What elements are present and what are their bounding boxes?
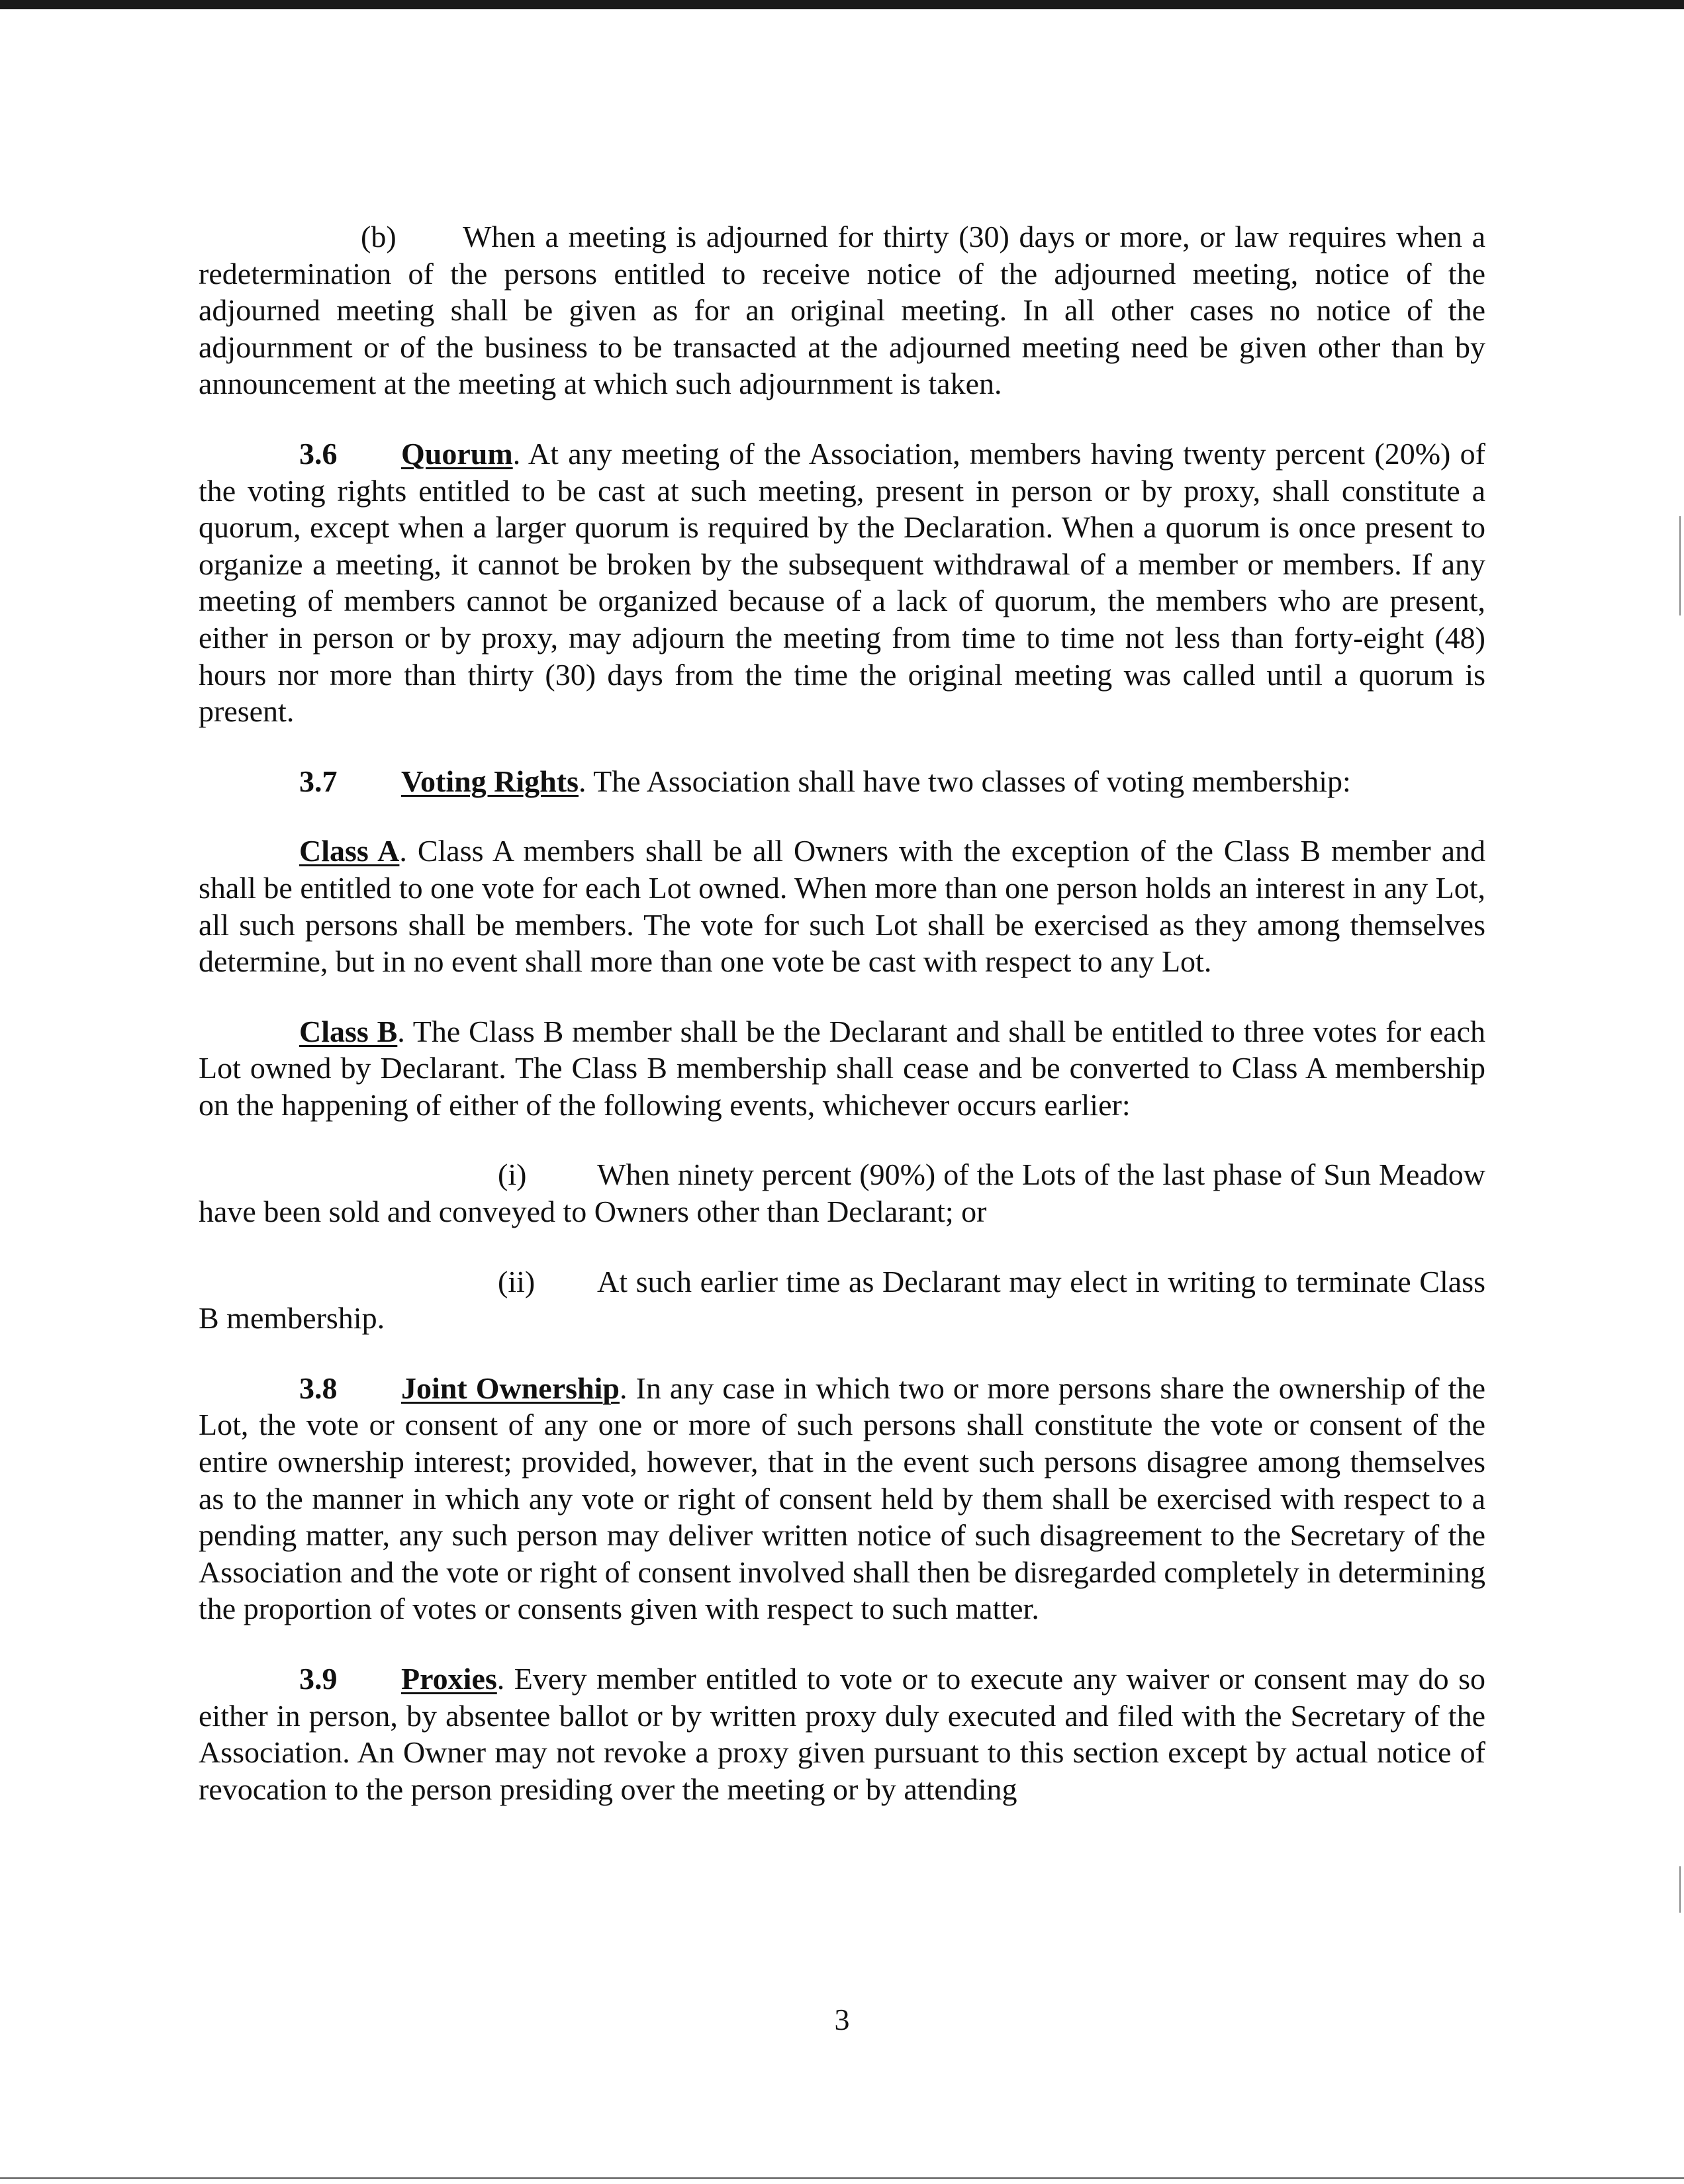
section-heading: Voting Rights — [401, 764, 579, 798]
section-3-9-proxies — [199, 1661, 1485, 1807]
event-i-label: (i) — [498, 1158, 527, 1192]
event-i-paragraph — [199, 1156, 1485, 1230]
class-a-text: . Class A members shall be all Owners with the exception of the Class B member and shall be entitled to one vote for each Lot owned. When more than one person holds an interest in any Lot, all such persons shall be members. The vote for such Lot shall be exercised as they among themselves determine, but in no event shall more than one vote be cast with respect to any Lot. — [199, 834, 1486, 979]
paragraph-b-text: When a meeting is adjourned for thirty (30) days or more, or law requires when a redetermination of the persons entitled to receive notice of the adjourned meeting, notice of the adjourned meeting shall be given as for an original meeting. In all other cases no notice of the adjournment or of the business to be transacted at the adjourned meeting need be given other than by announcement at the meeting at which such adjournment is taken. — [199, 220, 1485, 401]
section-text: . At any meeting of the Association, members having twenty percent (20%) of the voting rights entitled to be cast at such meeting, present in person or by proxy, shall constitute a quorum, except when a larger quorum is required by the Declaration. When a quorum is once present to organize a meeting, it cannot be broken by the subsequent withdrawal of a member or members. If any meeting of members cannot be organized because of a lack of quorum, the members who are present, either in person or by proxy, may adjourn the meeting from time to time not less than forty-eight (48) hours nor more than thirty (30) days from the time the original meeting was called until a quorum is present. — [199, 436, 1485, 729]
scan-edge-mark — [1679, 1866, 1681, 1913]
class-b-text: . The Class B member shall be the Declarant and shall be entitled to three votes for each Lot owned by Declarant. The Class B membership shall cease and be converted to Class A membership on the happening of either of the following events, whichever occurs earlier: — [199, 1014, 1485, 1122]
section-text: . In any case in which two or more persons share the ownership of the Lot, the vote or consent of any one or more of such persons shall constitute the vote or consent of the entire ownership interest; provided, however, that in the event such persons disagree among themselves as to the manner in which any vote or right of consent held by them shall be exercised with respect to a pending matter, any such person may deliver written notice of such disagreement to the Secretary of the Association and the vote or right of consent involved shall then be disregarded completely in determining the proportion of votes or consents given with respect to such matter. — [199, 1371, 1485, 1626]
section-text: . The Association shall have two classes of voting membership: — [578, 764, 1351, 798]
section-heading: Quorum — [401, 436, 513, 471]
section-3-6-quorum — [199, 435, 1485, 730]
paragraph-b — [199, 218, 1485, 402]
section-text: . Every member entitled to vote or to execute any waiver or consent may do so either in person, by absentee ballot or by written proxy duly executed and filed with the Secretary of the Association. An Owner may not revoke a proxy given pursuant to this section except by actual notice of revocation to the person presiding over the meeting or by attending — [199, 1662, 1485, 1806]
section-number: 3.8 — [299, 1371, 338, 1405]
document-body — [199, 218, 1485, 1841]
class-a-paragraph — [199, 833, 1485, 979]
scan-edge-mark — [1679, 516, 1681, 615]
section-number: 3.6 — [299, 436, 338, 471]
section-heading: Joint Ownership — [401, 1371, 620, 1405]
scan-top-border — [0, 0, 1684, 9]
paragraph-b-label: (b) — [361, 220, 397, 253]
section-number: 3.9 — [299, 1662, 338, 1696]
section-number: 3.7 — [299, 764, 338, 798]
event-ii-paragraph — [199, 1263, 1485, 1337]
class-b-heading: Class B — [299, 1014, 398, 1048]
class-b-paragraph — [199, 1013, 1485, 1124]
page-number: 3 — [834, 2003, 850, 2036]
event-i-text: When ninety percent (90%) of the Lots of the last phase of Sun Meadow have been sold and conveyed to Owners other than Declarant; or — [199, 1158, 1485, 1229]
section-heading: Proxies — [401, 1662, 497, 1696]
section-3-8-joint-ownership — [199, 1370, 1485, 1627]
event-ii-text: At such earlier time as Declarant may elect in writing to terminate Class B membership. — [199, 1264, 1485, 1336]
section-3-7-voting-rights — [199, 763, 1485, 800]
scan-bottom-border — [0, 2177, 1684, 2179]
class-a-heading: Class A — [299, 834, 400, 868]
event-ii-label: (ii) — [498, 1264, 536, 1298]
